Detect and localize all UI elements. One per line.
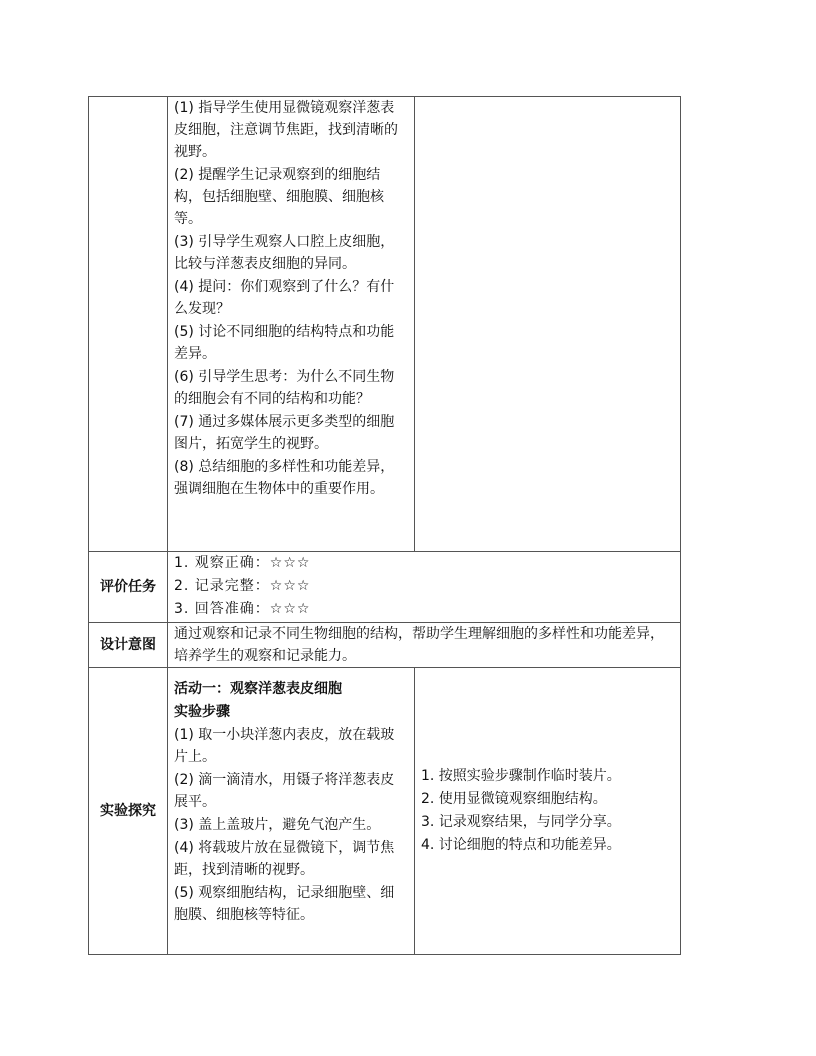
teacher-step: (8) 总结细胞的多样性和功能差异，强调细胞在生物体中的重要作用。 [174, 459, 395, 497]
experiment-steps-cell [168, 668, 415, 955]
experiment-step: (4) 将载玻片放在显微镜下，调节焦距，找到清晰的视野。 [174, 840, 395, 878]
teacher-step: (4) 提问：你们观察到了什么？有什么发现？ [174, 279, 395, 317]
steps-title: 实验步骤 [174, 704, 230, 720]
evaluation-item: 1. 观察正确：☆☆☆ [174, 555, 311, 571]
steps-row-label-cell [89, 97, 168, 552]
evaluation-items-cell [168, 552, 681, 623]
teacher-step: (2) 提醒学生记录观察到的细胞结构，包括细胞壁、细胞膜、细胞核等。 [174, 167, 384, 227]
student-task: 4. 讨论细胞的特点和功能差异。 [421, 837, 621, 853]
student-tasks-cell [415, 668, 681, 955]
evaluation-item: 2. 记录完整：☆☆☆ [174, 578, 311, 594]
experiment-step: (3) 盖上盖玻片，避免气泡产生。 [174, 817, 381, 833]
evaluation-item: 3. 回答准确：☆☆☆ [174, 601, 311, 617]
experiment-step: (5) 观察细胞结构，记录细胞壁、细胞膜、细胞核等特征。 [174, 885, 395, 923]
experiment-row [89, 668, 681, 955]
teacher-step: (1) 指导学生使用显微镜观察洋葱表皮细胞，注意调节焦距，找到清晰的视野。 [174, 100, 398, 160]
teacher-step: (6) 引导学生思考：为什么不同生物的细胞会有不同的结构和功能？ [174, 369, 395, 407]
teacher-step: (5) 讨论不同细胞的结构特点和功能差异。 [174, 324, 395, 362]
student-task: 1. 按照实验步骤制作临时装片。 [421, 768, 621, 784]
teaching-steps-row [89, 97, 681, 552]
design-intent-text: 通过观察和记录不同生物细胞的结构，帮助学生理解细胞的多样性和功能差异，培养学生的观察和记录能力。 [168, 623, 681, 668]
teacher-step: (7) 通过多媒体展示更多类型的细胞图片，拓宽学生的视野。 [174, 414, 395, 452]
student-activities-cell-empty [415, 97, 681, 552]
evaluation-label: 评价任务 [89, 552, 168, 623]
teacher-step: (3) 引导学生观察人口腔上皮细胞，比较与洋葱表皮细胞的异同。 [174, 234, 395, 272]
experiment-label: 实验探究 [89, 668, 168, 955]
teacher-activities-cell [168, 97, 415, 552]
student-task: 3. 记录观察结果，与同学分享。 [421, 814, 621, 830]
activity-title: 活动一：观察洋葱表皮细胞 [174, 681, 342, 697]
design-intent-row [89, 623, 681, 668]
experiment-step: (2) 滴一滴清水，用镊子将洋葱表皮展平。 [174, 772, 395, 810]
evaluation-row [89, 552, 681, 623]
student-task: 2. 使用显微镜观察细胞结构。 [421, 791, 607, 807]
experiment-step: (1) 取一小块洋葱内表皮，放在载玻片上。 [174, 727, 395, 765]
lesson-plan-table [88, 96, 681, 955]
design-intent-label: 设计意图 [89, 623, 168, 668]
